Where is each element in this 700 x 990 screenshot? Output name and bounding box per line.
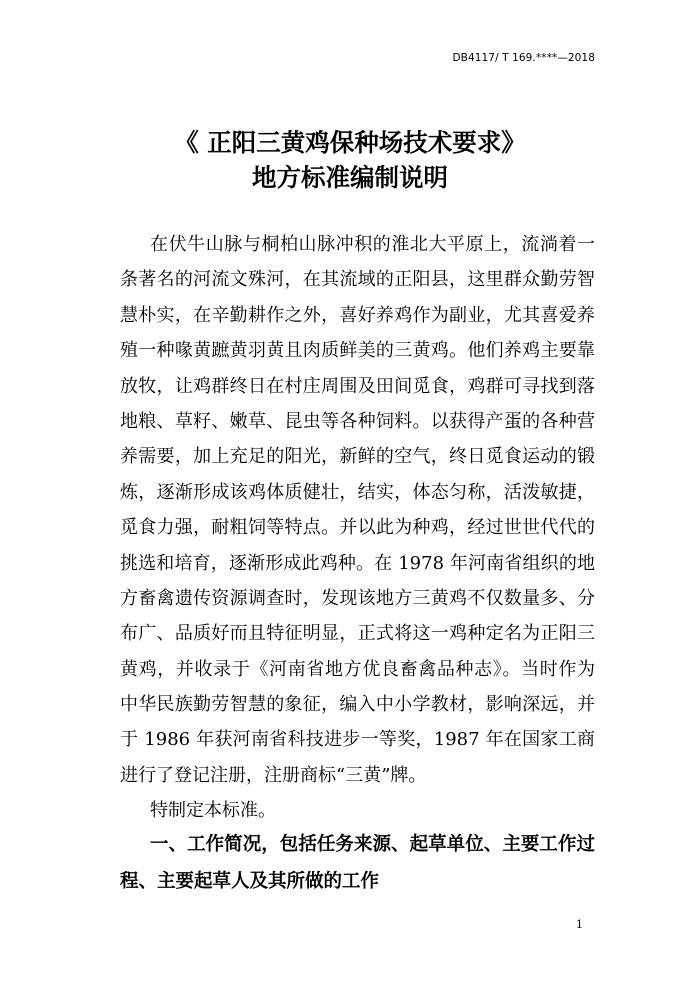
body-paragraph-2: 特制定本标准。	[150, 800, 276, 822]
body-line: 布广、品质好而且特征明显，正式将这一鸡种定名为正阳三	[120, 623, 595, 645]
title-line-2: 地方标准编制说明	[252, 163, 448, 192]
body-line: 地粮、草籽、嫩草、昆虫等各种饲料。以获得产蛋的各种营	[120, 410, 595, 432]
body-line: 黄鸡，并收录于《河南省地方优良畜禽品种志》。当时作为	[120, 658, 595, 680]
document-code-header: DB4117/ T 169.****—2018	[452, 52, 595, 64]
body-line: 养需要，加上充足的阳光，新鲜的空气，终日觅食运动的锻	[120, 446, 595, 468]
body-line: 条著名的河流文殊河，在其流域的正阳县，这里群众勤劳智	[120, 269, 595, 291]
body-line: 放牧，让鸡群终日在村庄周围及田间觅食，鸡群可寻找到落	[120, 375, 595, 397]
page-number: 1	[576, 918, 583, 931]
body-line: 炼，逐渐形成该鸡体质健壮，结实，体态匀称，活泼敏捷，	[120, 481, 595, 503]
body-line: 方畜禽遗传资源调查时，发现该地方三黄鸡不仅数量多、分	[120, 587, 595, 609]
body-line: 在伏牛山脉与桐柏山脉冲积的淮北大平原上，流淌着一	[150, 234, 595, 255]
body-line: 进行了登记注册，注册商标“三黄”牌。	[120, 764, 427, 786]
document-title	[0, 125, 700, 195]
body-line: 中华民族勤劳智慧的象征，编入中小学教材，影响深远，并	[120, 694, 595, 716]
body-line: 觅食力强，耐粗饲等特点。并以此为种鸡，经过世世代代的	[120, 517, 595, 539]
body-line: 于 1986 年获河南省科技进步一等奖，1987 年在国家工商	[120, 729, 595, 751]
body-text	[120, 227, 595, 829]
section-heading-line: 程、主要起草人及其所做的工作	[120, 871, 380, 892]
body-line: 挑选和培育，逐渐形成此鸡种。在 1978 年河南省组织的地	[120, 552, 595, 574]
section-heading	[120, 826, 595, 900]
title-line-1: 《 正阳三黄鸡保种场技术要求》	[174, 128, 526, 157]
body-line: 殖一种喙黄蹠黄羽黄且肉质鲜美的三黄鸡。他们养鸡主要靠	[120, 340, 595, 362]
section-heading-line: 一、工作简况，包括任务来源、起草单位、主要工作过	[150, 834, 595, 855]
body-line: 慧朴实，在辛勤耕作之外，喜好养鸡作为副业，尤其喜爱养	[120, 304, 595, 326]
